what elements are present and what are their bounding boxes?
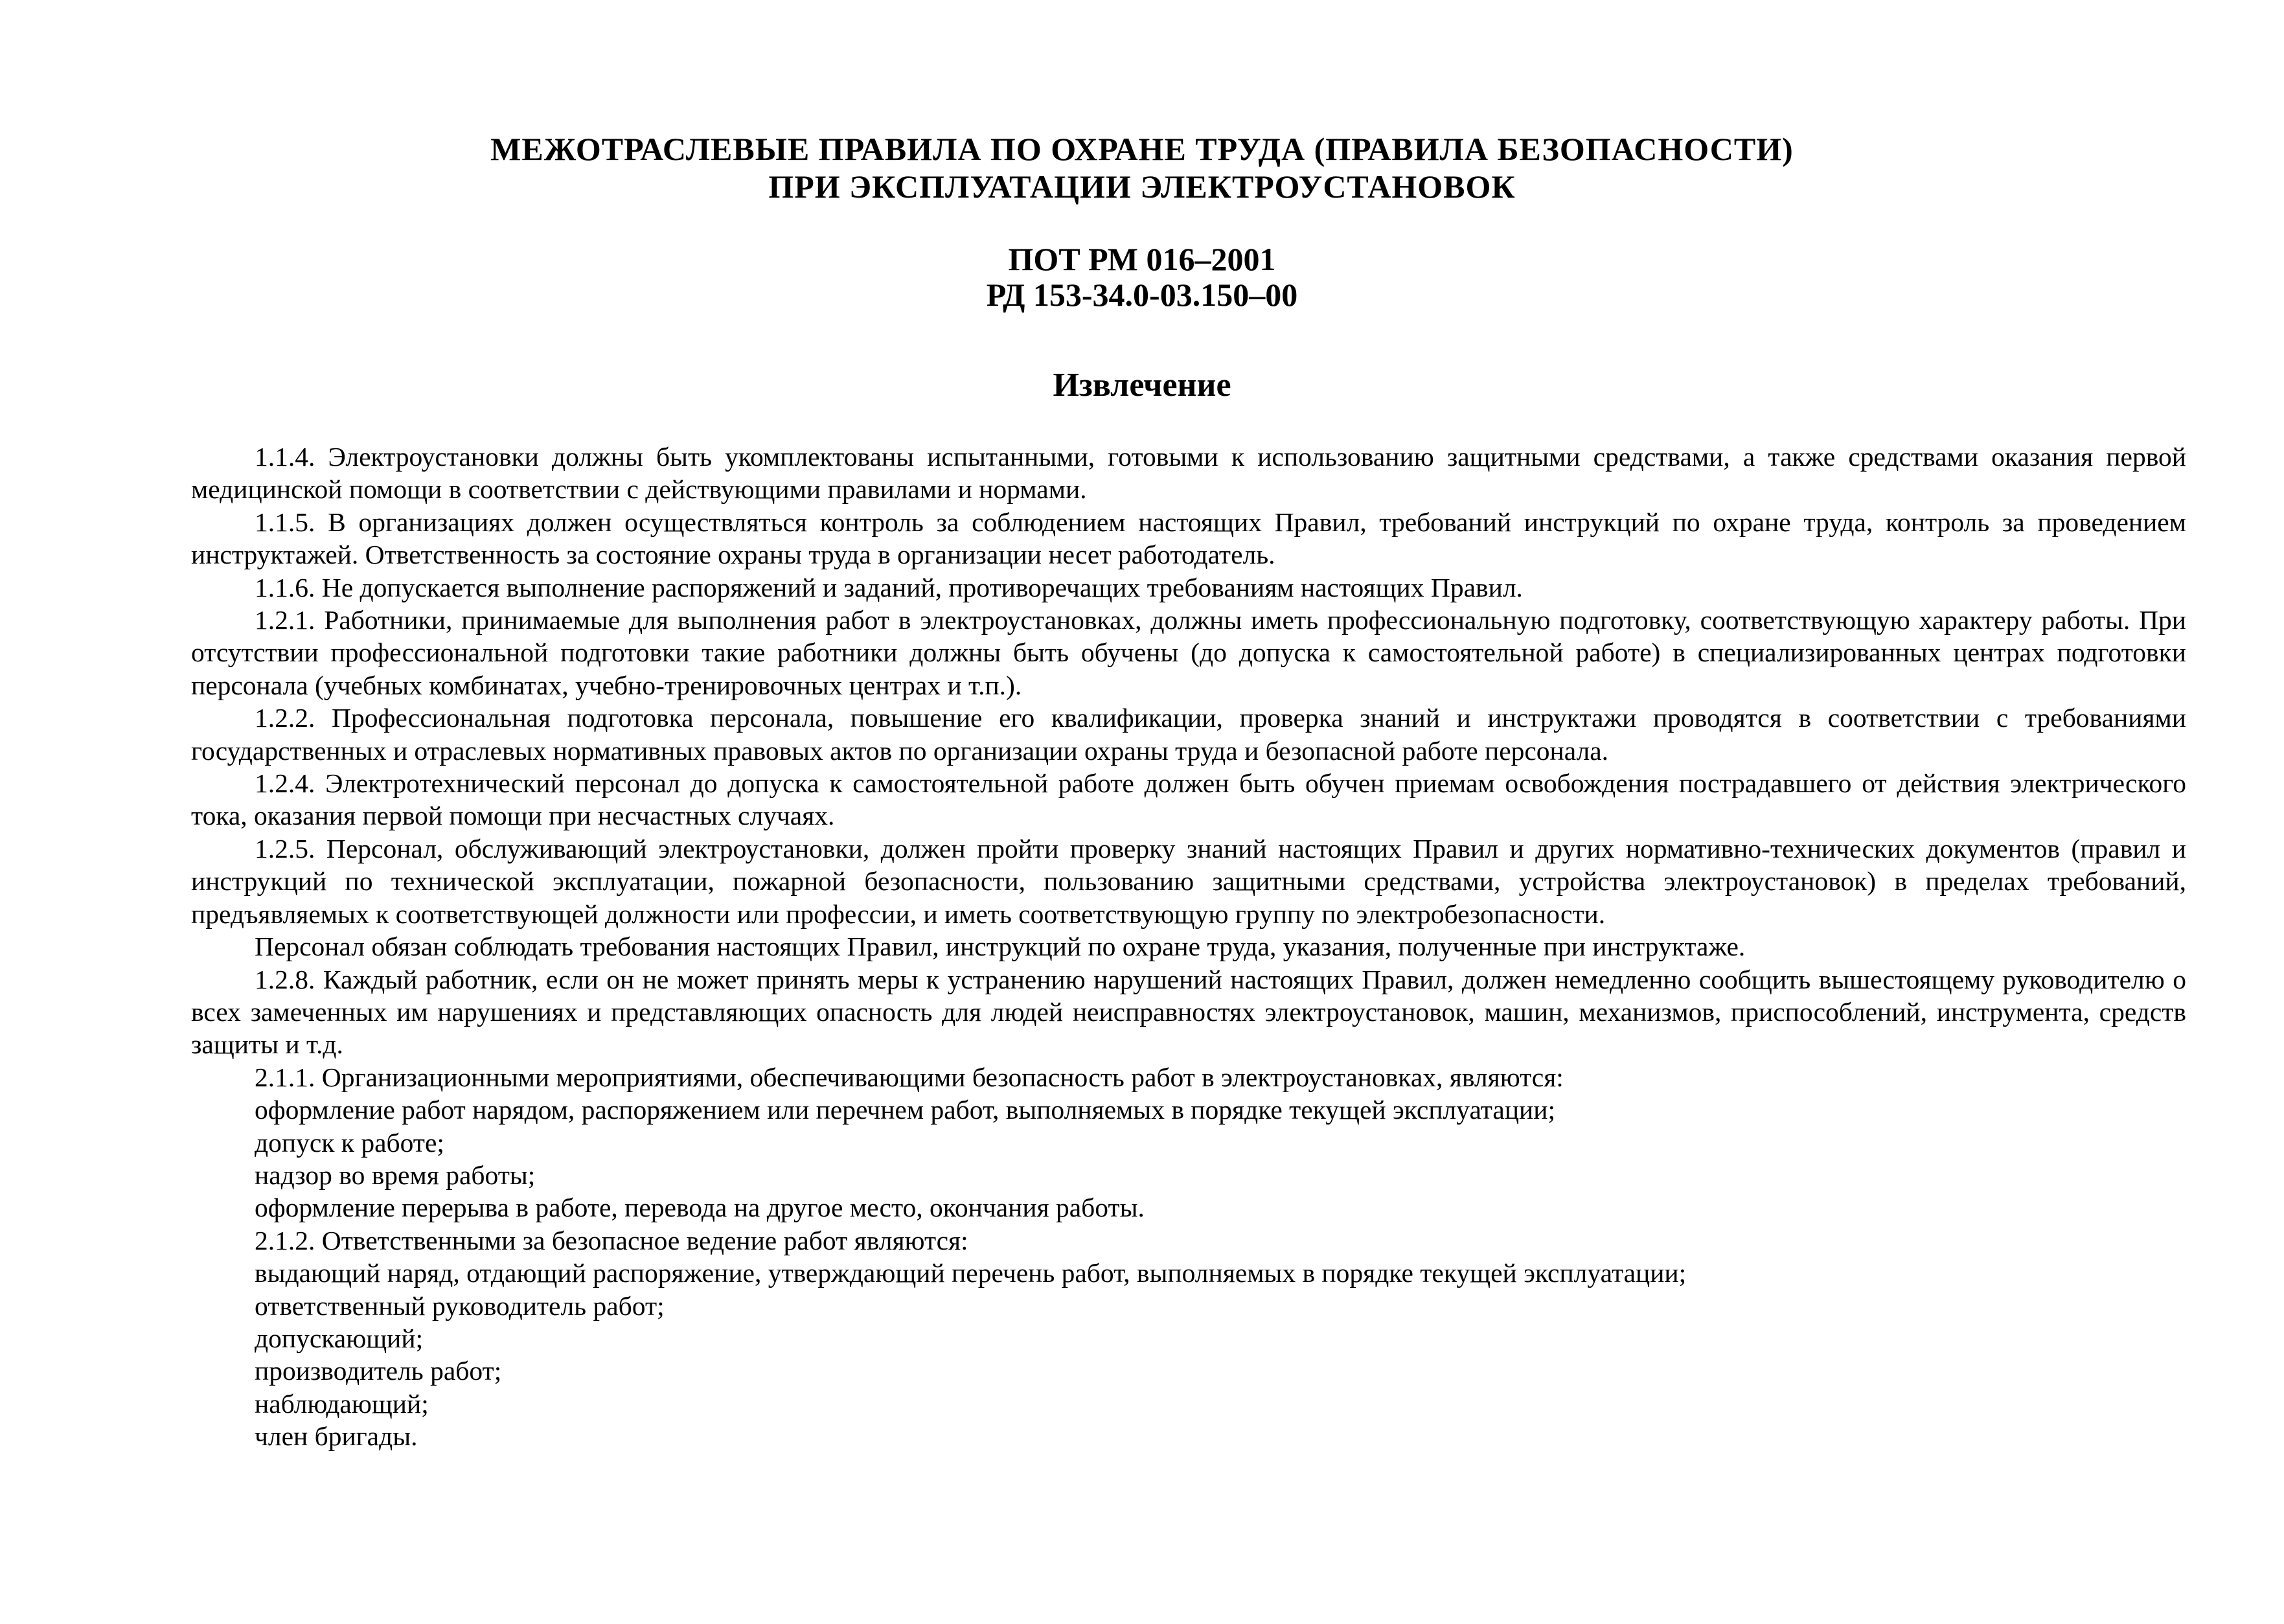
document-code-rd: РД 153-34.0-03.150–00	[986, 277, 1298, 313]
document-body	[191, 440, 2186, 1453]
paragraph-1-1-5: 1.1.5. В организациях должен осуществляться контроль за соблюдением настоящих Правил, требований инструкций по охране труда, контроль за проведением инструктажей. Ответственность за состояние охраны труда в организации несет работодатель.	[191, 507, 2186, 570]
list-item-issuer: выдающий наряд, отдающий распоряжение, утверждающий перечень работ, выполняемых в порядке текущей эксплуатации;	[255, 1258, 1687, 1288]
list-item-team-member: член бригады.	[255, 1421, 418, 1452]
document-subtitle: Извлечение	[1053, 367, 1231, 404]
document-code-pot: ПОТ РМ 016–2001	[1008, 241, 1276, 277]
list-item-work-producer: производитель работ;	[255, 1356, 502, 1386]
document-title-line-1: МЕЖОТРАСЛЕВЫЕ ПРАВИЛА ПО ОХРАНЕ ТРУДА (ПРАВИЛА БЕЗОПАСНОСТИ)	[490, 131, 1794, 167]
list-item-responsible-manager: ответственный руководитель работ;	[255, 1290, 665, 1321]
paragraph-1-2-4: 1.2.4. Электротехнический персонал до допуска к самостоятельной работе должен быть обучен приемам освобождения пострадавшего от действия электрического тока, оказания первой помощи при несчастных случаях.	[191, 768, 2186, 831]
list-item-admission: допуск к работе;	[255, 1127, 444, 1158]
list-item-break-transfer: оформление перерыва в работе, перевода на другое место, окончания работы.	[255, 1193, 1145, 1223]
document-title-line-2: ПРИ ЭКСПЛУАТАЦИИ ЭЛЕКТРОУСТАНОВОК	[768, 168, 1516, 205]
paragraph-1-2-8: 1.2.8. Каждый работник, если он не может принять меры к устранению нарушений настоящих Правил, должен немедленно сообщить вышестоящему руководителю о всех замеченных им нарушениях и представляющих опасность для людей неисправностях электроустановок, машин, механизмов, приспособлений, инструмента, средств защиты и т.д.	[191, 964, 2186, 1060]
list-item-observer: наблюдающий;	[255, 1388, 429, 1419]
paragraph-1-1-6: 1.1.6. Не допускается выполнение распоряжений и заданий, противоречащих требованиям настоящих Правил.	[255, 572, 1523, 602]
list-item-supervision: надзор во время работы;	[255, 1160, 536, 1190]
paragraph-2-1-2: 2.1.2. Ответственными за безопасное ведение работ являются:	[255, 1225, 968, 1255]
paragraph-1-2-5: 1.2.5. Персонал, обслуживающий электроустановки, должен пройти проверку знаний настоящих Правил и других нормативно-технических документов (правил и инструкций по технической эксплуатации, пожарной безопасности, пользованию защитными средствами, устройства электроустановок) в пределах требований, предъявляемых к соответствующей должности или профессии, и иметь соответствующую группу по электробезопасности.	[191, 833, 2186, 929]
paragraph-1-2-2: 1.2.2. Профессиональная подготовка персонала, повышение его квалификации, проверка знаний и инструктажи проводятся в соответствии с требованиями государственных и отраслевых нормативных правовых актов по организации охраны труда и безопасной работе персонала.	[191, 703, 2186, 766]
list-item-admitter: допускающий;	[255, 1323, 424, 1353]
paragraph-1-2-1: 1.2.1. Работники, принимаемые для выполнения работ в электроустановках, должны иметь профессиональную подготовку, соответствующую характеру работы. При отсутствии профессиональной подготовки такие работники должны быть обучены (до допуска к самостоятельной работе) в специализированных центрах подготовки персонала (учебных комбинатах, учебно-тренировочных центрах и т.п.).	[191, 605, 2186, 700]
paragraph-personnel-obligation: Персонал обязан соблюдать требования настоящих Правил, инструкций по охране труда, указания, полученные при инструктаже.	[255, 932, 1746, 962]
list-item-work-order: оформление работ нарядом, распоряжением или перечнем работ, выполняемых в порядке текущей эксплуатации;	[255, 1095, 1556, 1125]
paragraph-2-1-1: 2.1.1. Организационными мероприятиями, обеспечивающими безопасность работ в электроустановках, являются:	[255, 1062, 1564, 1092]
paragraph-1-1-4: 1.1.4. Электроустановки должны быть укомплектованы испытанными, готовыми к использованию защитными средствами, а также средствами оказания первой медицинской помощи в соответствии с действующими правилами и нормами.	[191, 442, 2186, 505]
